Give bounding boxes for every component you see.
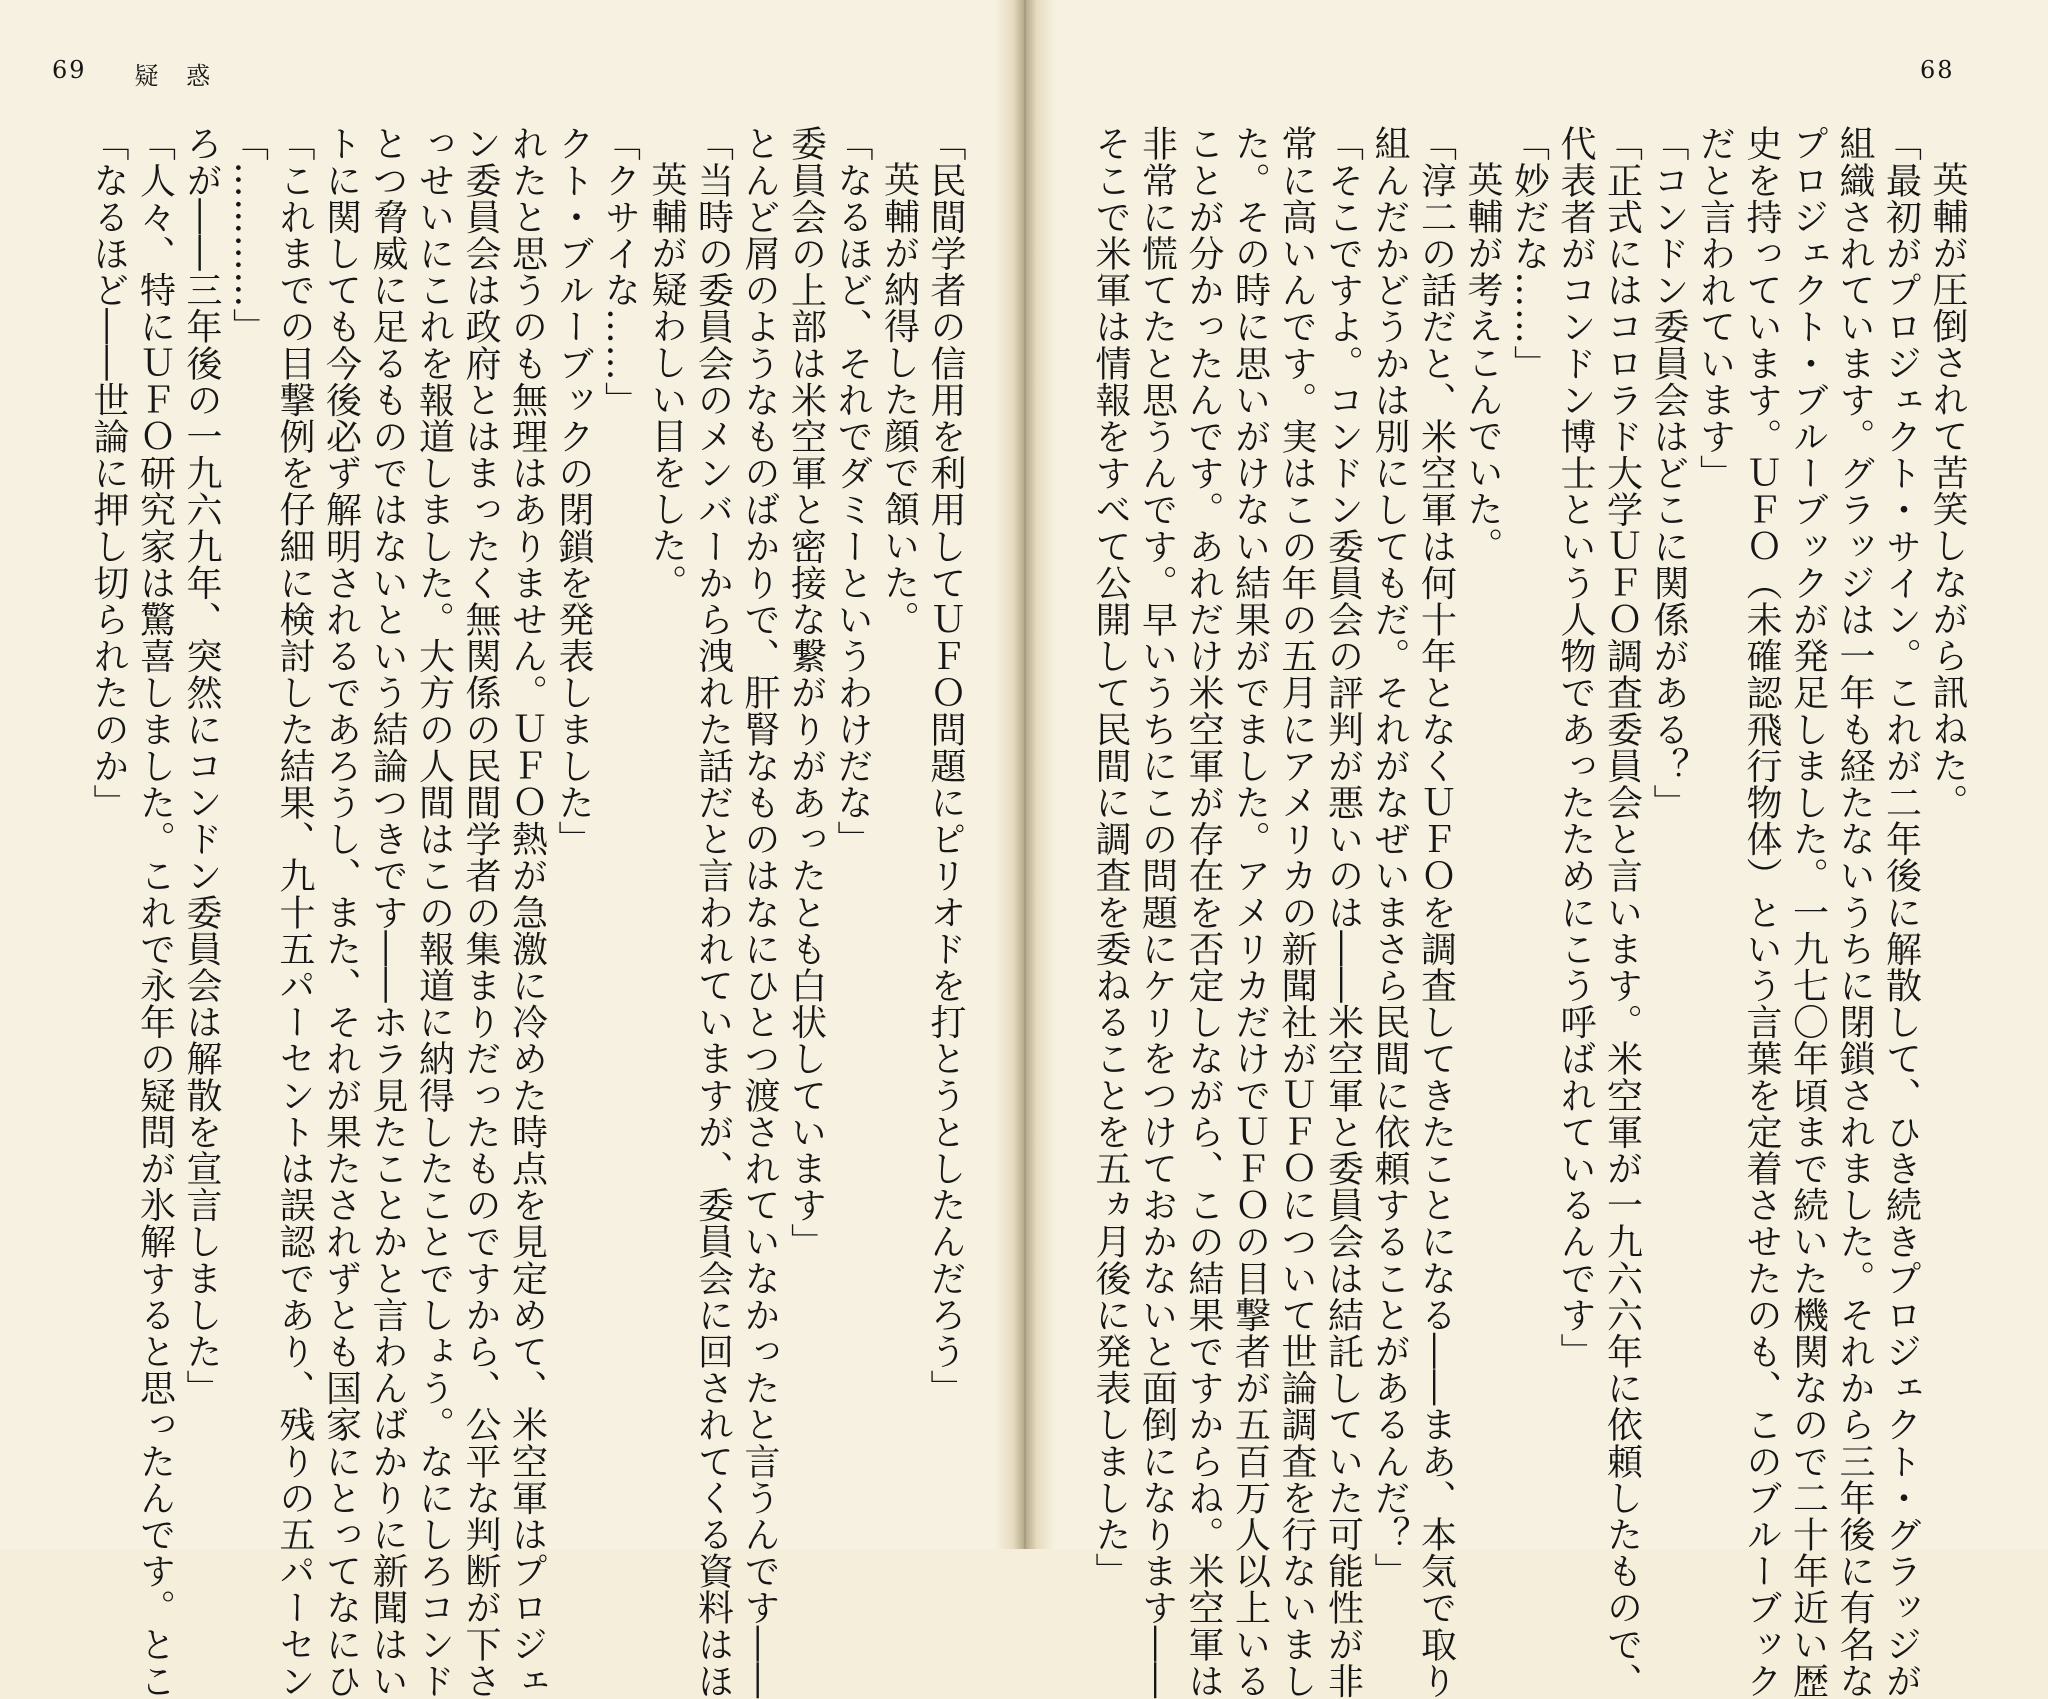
right-page-number: 68 <box>1920 56 1955 84</box>
text-line: 英輔が考えこんでいた。 <box>1462 161 1503 564</box>
text-line: とんど屑のようなものばかりで、肝腎なものはなにひとつ渡されていなかったと言うんです―― <box>739 125 780 1699</box>
text-line: 「これまでの目撃例を仔細に検討した結果、九十五パーセントは誤認であり、残りの五パーセン <box>274 125 315 1699</box>
text-line: ン委員会は政府とはまったく無関係の民間学者の集まりだったものですから、公平な判断が下さ <box>460 125 501 1699</box>
text-line: 委員会の上部は米空軍と密接な繋がりがあったとも白状しています」 <box>785 125 827 1260</box>
text-line: 「当時の委員会のメンバーから洩れた話だと言われていますが、委員会に回されてくる資料はほ <box>692 125 734 1699</box>
book-gutter <box>995 0 1055 1549</box>
text-line: 「なるほど――世論に押し切られたのか」 <box>88 125 129 821</box>
text-line: 「民間学者の信用を利用してＵＦＯ問題にピリオドを打とうとしたんだろう」 <box>925 125 966 1406</box>
text-line: 「…………」 <box>227 125 269 345</box>
text-line: ことが分かったんです。あれだけ米空軍が存在を否定しながら、この結果ですからね。米空軍は <box>1183 125 1224 1699</box>
text-line: れたと思うのも無理はありません。ＵＦＯ熱が急激に冷めた時点を見定めて、米空軍はプロジェ <box>506 125 548 1699</box>
text-line: 組んだかどうかは別にしてもだ。それがなぜいまさら民間に依頼することがあるんだ？」 <box>1369 125 1410 1589</box>
text-line: 「クサイな……」 <box>599 125 641 418</box>
text-line: 「正式にはコロラド大学ＵＦＯ調査委員会と言います。米空軍が一九六六年に依頼したもので、 <box>1601 125 1643 1699</box>
text-line: 「なるほど、それでダミーというわけだな」 <box>832 125 873 857</box>
text-line: 「淳二の話だと、米空軍は何十年となくＵＦＯを調査してきたことになる――まあ、本気で取り <box>1415 125 1457 1699</box>
text-line: 代表者がコンドン博士という人物であったためにこう呼ばれているんです」 <box>1555 125 1596 1370</box>
text-line: 「そこですよ。コンドン委員会の評判が悪いのは――米空軍と委員会は結託していた可能性が非 <box>1322 125 1364 1699</box>
text-line: 非常に慌てたと思うんです。早いうちにこの問題にケリをつけておかないと面倒になります―― <box>1136 125 1178 1699</box>
text-line: た。その時に思いがけない結果がでました。アメリカだけでＵＦＯの目撃者が五百万人以上いる <box>1229 125 1271 1699</box>
right-page-body <box>1070 125 1970 1699</box>
text-line: 英輔が圧倒されて苦笑しながら訊ねた。 <box>1927 161 1968 820</box>
left-page-number: 69 <box>52 56 87 84</box>
text-line: 英輔が納得した顔で頷いた。 <box>878 161 920 637</box>
text-line: だと言われています」 <box>1694 125 1736 491</box>
text-line: 「最初がプロジェクト・サイン。これが二年後に解散して、ひき続きプロジェクト・グラッジが <box>1880 125 1922 1699</box>
chapter-title: 疑 惑 <box>134 62 221 90</box>
text-line: 常に高いんです。実はこの年の五月にアメリカの新聞社がＵＦＯについて世論調査を行ないまし <box>1276 125 1317 1699</box>
text-line: 「妙だな……」 <box>1508 125 1550 382</box>
left-page-body <box>48 125 968 1699</box>
text-line: クト・ブルーブックの閉鎖を発表しました」 <box>553 125 594 857</box>
left-page-header <box>52 56 220 91</box>
text-line: プロジェクト・ブルーブックが発足しました。一九七〇年頃まで続いた機関なので二十年近い歴 <box>1787 125 1829 1699</box>
text-line: 「人々、特にＵＦＯ研究家は驚喜しました。これで永年の疑問が氷解すると思ったんです。とこ <box>134 125 176 1699</box>
text-line: そこで米軍は情報をすべて公開して民間に調査を委ねることを五ヵ月後に発表しました」 <box>1090 125 1131 1589</box>
text-line: ろが――三年後の一九六九年、突然にコンドン委員会は解散を宣言しました」 <box>181 125 222 1406</box>
text-line: とつ脅威に足るものではないという結論つきです――ホラ見たことかと言わんばかりに新聞はい <box>367 125 408 1699</box>
text-line: っせいにこれを報道しました。大方の人間はこの報道に納得したことでしょう。なにしろコンド <box>413 125 455 1699</box>
text-line: トに関しても今後必ず解明されるであろうし、また、それが果たされずとも国家にとってなにひ <box>320 125 362 1699</box>
text-line: 組織されています。グラッジは一年も経たないうちに閉鎖されました。それから三年後に有名な <box>1834 125 1875 1699</box>
text-line: 「コンドン委員会はどこに関係がある？」 <box>1648 125 1689 821</box>
text-line: 英輔が疑わしい目をした。 <box>646 161 687 601</box>
text-line: 史を持っています。ＵＦＯ（未確認飛行物体）という言葉を定着させたのも、このブルーブック <box>1741 125 1782 1699</box>
